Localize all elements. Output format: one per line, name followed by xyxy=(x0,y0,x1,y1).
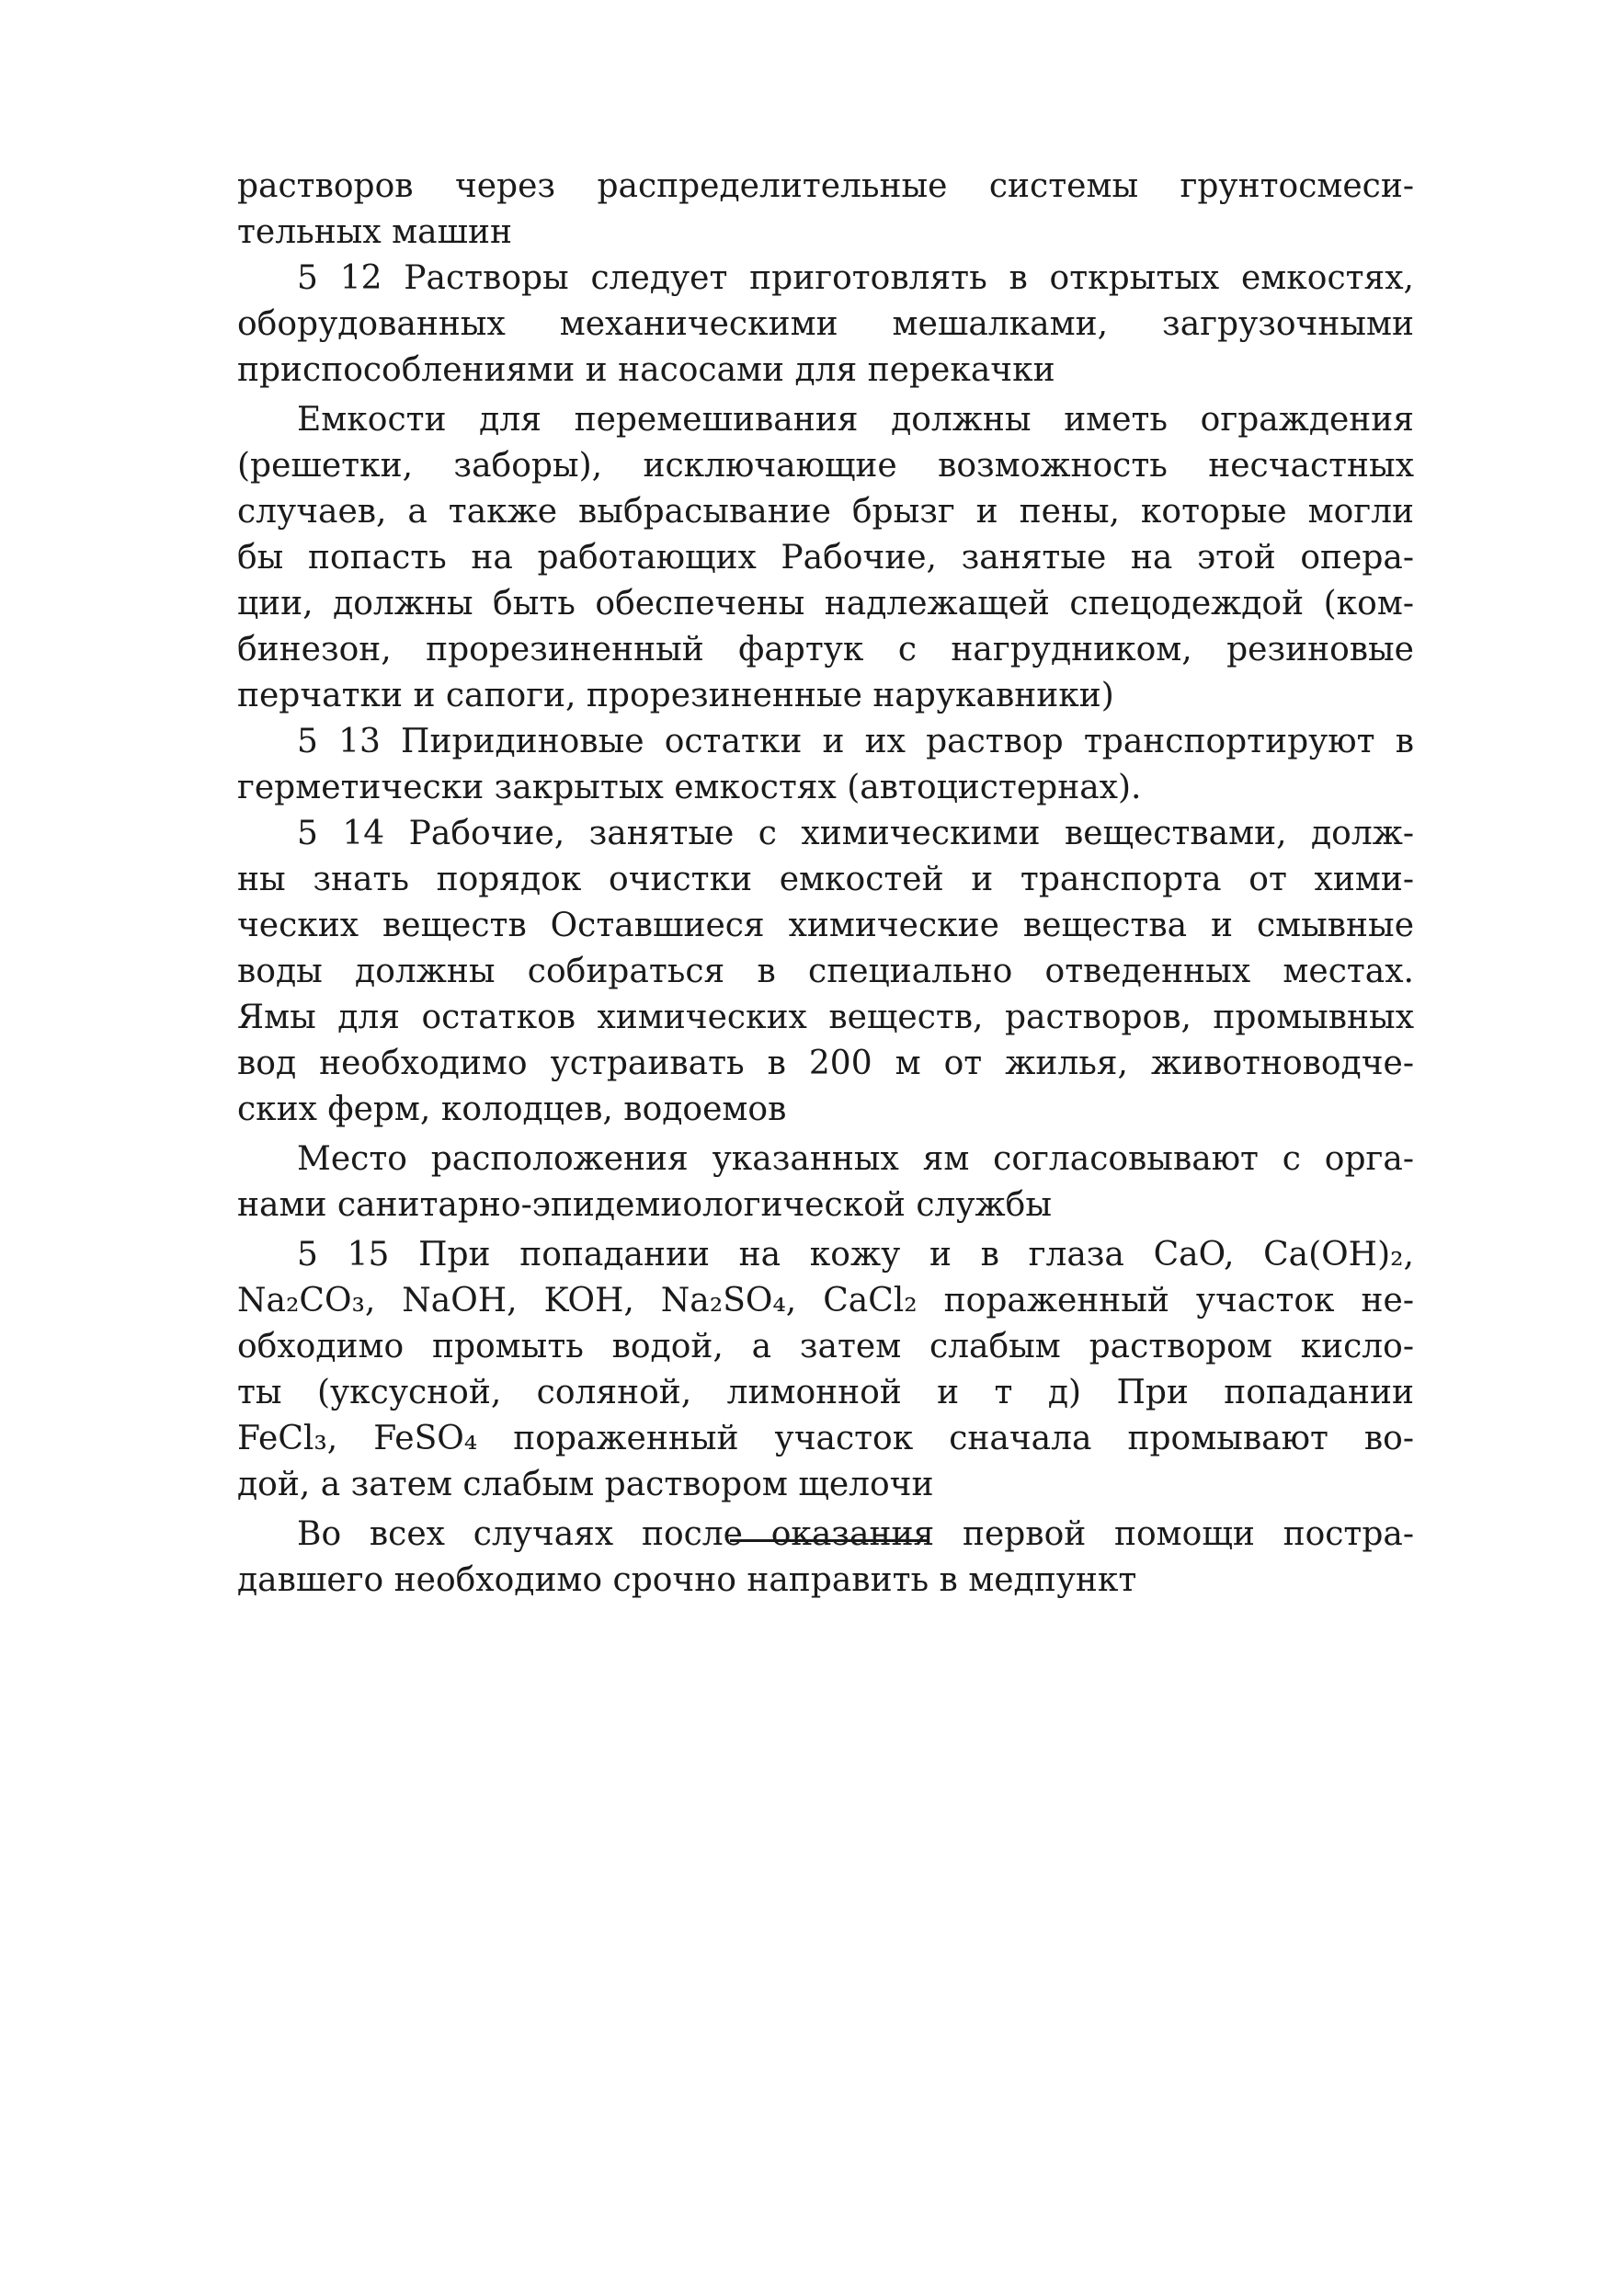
text-line: 5 12 Растворы следует приготовлять в открытых емкостях, xyxy=(297,259,1414,297)
text-line: Емкости для перемешивания должны иметь ограждения xyxy=(297,401,1414,439)
text-line: Ямы для остатков химических веществ, растворов, промывных xyxy=(237,999,1414,1036)
text-line: вод необходимо устраивать в 200 м от жилья, животноводче- xyxy=(237,1045,1414,1082)
text-line: тельных машин xyxy=(237,213,513,251)
text-line: Место расположения указанных ям согласовывают с орга- xyxy=(297,1140,1414,1178)
text-line: герметически закрытых емкостях (автоцистернах). xyxy=(237,769,1142,806)
body-text xyxy=(237,164,1414,1604)
text-line: воды должны собираться в специально отведенных местах. xyxy=(237,953,1414,990)
text-line: Во всех случаях после оказания первой помощи постра- xyxy=(297,1515,1414,1553)
text-line: обходимо промыть водой, а затем слабым раствором кисло- xyxy=(237,1328,1414,1365)
text-line: дой, а затем слабым раствором щелочи xyxy=(237,1466,934,1503)
text-line: растворов через распределительные системы грунтосмеси- xyxy=(237,167,1414,205)
text-line: 5 14 Рабочие, занятые с химическими веществами, долж- xyxy=(297,815,1414,852)
text-line: Na₂CO₃, NaOH, KOH, Na₂SO₄, CaCl₂ пораженный участок не- xyxy=(237,1282,1414,1319)
text-line: 5 13 Пиридиновые остатки и их раствор транспортируют в xyxy=(297,723,1414,760)
text-line: ческих веществ Оставшиеся химические вещества и смывные xyxy=(237,907,1414,944)
text-line: оборудованных механическими мешалками, загрузочными xyxy=(237,305,1414,343)
end-rule xyxy=(730,1539,927,1542)
text-line: приспособлениями и насосами для перекачки xyxy=(237,351,1055,389)
text-line: (решетки, заборы), исключающие возможность несчастных xyxy=(237,447,1414,485)
text-line: ции, должны быть обеспечены надлежащей спецодеждой (ком- xyxy=(237,585,1414,623)
text-line: FeCl₃, FeSO₄ пораженный участок сначала промывают во- xyxy=(237,1420,1414,1457)
text-line: 5 15 При попадании на кожу и в глаза CaO, Ca(OH)₂, xyxy=(297,1236,1414,1274)
text-line: ны знать порядок очистки емкостей и транспорта от хими- xyxy=(237,861,1414,898)
text-line: давшего необходимо срочно направить в медпункт xyxy=(237,1561,1137,1599)
text-line: бы попасть на работающих Рабочие, занятые на этой опера- xyxy=(237,539,1414,577)
text-line: ты (уксусной, соляной, лимонной и т д) При попадании xyxy=(237,1374,1414,1411)
text-line: случаев, а также выбрасывание брызг и пены, которые могли xyxy=(237,493,1414,531)
text-line: перчатки и сапоги, прорезиненные нарукавники) xyxy=(237,677,1114,714)
text-line: нами санитарно-эпидемиологической службы xyxy=(237,1186,1052,1224)
text-line: бинезон, прорезиненный фартук с нагрудником, резиновые xyxy=(237,631,1414,668)
text-line: ских ферм, колодцев, водоемов xyxy=(237,1091,787,1128)
